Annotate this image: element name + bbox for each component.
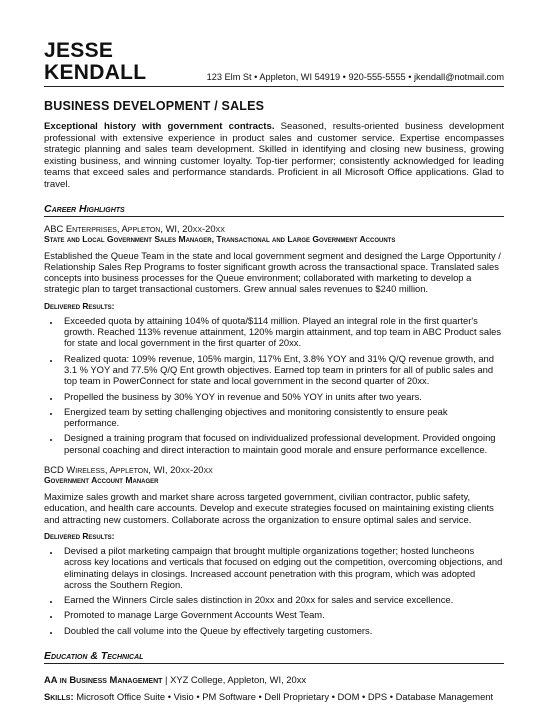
job-role: Government Account Manager bbox=[44, 475, 159, 486]
skills-entry bbox=[44, 691, 504, 702]
job-description: Maximize sales growth and market share across targeted government, civilian contractor, public safety, education, and health care accounts. Develop and execute strategies focused on maintaining existing clients and attracting new customers. Collaborate across the organization to ensure optimal sales and service. bbox=[44, 491, 494, 525]
job-description: Established the Queue Team in the state and local government segment and designed the Large Opportunity / Relationship Sales Rep Programs to foster significant growth across the transactional space. Translated sales concepts into business processes for the Queue environment; collaborated with marketing to develop a strategic plan to target transactional customers. Grew annual sales revenues to $240 million. bbox=[44, 249, 501, 295]
result-item: • Devised a pilot marketing campaign that brought multiple organizations together; hosted luncheons across key locations and verticals that focused on edging out the competition, overcoming objections, and eliminating delays in closings. Increased account penetration with this program, which was adopted across the Southern Region. bbox=[60, 545, 504, 590]
result-item: • Designed a training program that focused on individualized professional development. Provided ongoing personal coaching and direct interaction to maintain good morale and ensure performance excellence. bbox=[60, 432, 504, 455]
delivered-results-label: Delivered Results: bbox=[44, 530, 115, 541]
job-role: State and Local Government Sales Manager, Transactional and Large Government Accounts bbox=[44, 233, 396, 244]
contact-info: 123 Elm St • Appleton, WI 54919 • 920-555-5555 • jkendall@notmail.com bbox=[206, 72, 504, 82]
result-item: • Realized quota: 109% revenue, 105% margin, 117% Ent, 3.8% YOY and 31% Q/Q revenue growth, and 3.1 % YOY and 77.5% Q/Q Ent growth objectives. Earned top team in printers for all of public sales and top team in PowerConnect for state and local government in the second quarter of 20xx. bbox=[60, 353, 504, 387]
skills-label: Skills: bbox=[44, 691, 74, 703]
job-company-line: ABC Enterprises, Appleton, WI, 20xx-20xx bbox=[44, 222, 225, 234]
result-item: • Exceeded quota by attaining 104% of quota/$114 million. Played an integral role in the first quarter's growth. Reached 113% revenue attainment, 120% margin attainment, and top team in ABC Product sales for state and local government in the first quarter of 20xx. bbox=[60, 315, 504, 349]
results-list bbox=[44, 545, 504, 636]
summary-lead: Exceptional history with government contracts. bbox=[44, 121, 275, 132]
skills-list: Microsoft Office Suite • Visio • PM Software • Dell Proprietary • DOM • DPS • Database Management bbox=[73, 691, 494, 703]
job-entry bbox=[44, 464, 504, 636]
result-item: • Propelled the business by 30% YOY in revenue and 50% YOY in units after two years. bbox=[60, 391, 504, 402]
education-heading: Education & Technical bbox=[44, 650, 504, 664]
result-item: • Promoted to manage Large Government Accounts West Team. bbox=[60, 609, 504, 620]
result-item: • Earned the Winners Circle sales distinction in 20xx and 20xx for sales and service excellence. bbox=[60, 594, 504, 605]
candidate-name: JESSE KENDALL bbox=[44, 39, 147, 84]
education-entry bbox=[44, 674, 504, 686]
summary-body: Seasoned, results-oriented business development professional with extensive experience in product sales and customer service. Expertise encompasses strategic planning and sales team development. Skilled in identifying and closing new business, growing existing business, and winning customer loyalty. Top-tier performer; consistently acknowledged for leading teams that exceed sales and performance standards. Proficient in all Microsoft Office applications. Glad to travel. bbox=[44, 121, 504, 190]
result-item: • Doubled the call volume into the Queue by effectively targeting customers. bbox=[60, 625, 504, 636]
job-entry bbox=[44, 223, 504, 455]
delivered-results-label: Delivered Results: bbox=[44, 300, 115, 311]
resume-title: BUSINESS DEVELOPMENT / SALES bbox=[44, 99, 265, 113]
result-item: • Energized team by setting challenging objectives and monitoring consistently to ensure peak performance. bbox=[60, 406, 504, 429]
career-highlights-heading: Career Highlights bbox=[44, 203, 504, 217]
school: | XYZ College, Appleton, WI, 20xx bbox=[162, 673, 307, 685]
resume-header bbox=[44, 40, 504, 87]
results-list bbox=[44, 315, 504, 455]
degree: AA in Business Management bbox=[44, 673, 163, 685]
job-company-line: BCD Wireless, Appleton, WI, 20xx-20xx bbox=[44, 464, 213, 476]
summary bbox=[44, 121, 504, 191]
